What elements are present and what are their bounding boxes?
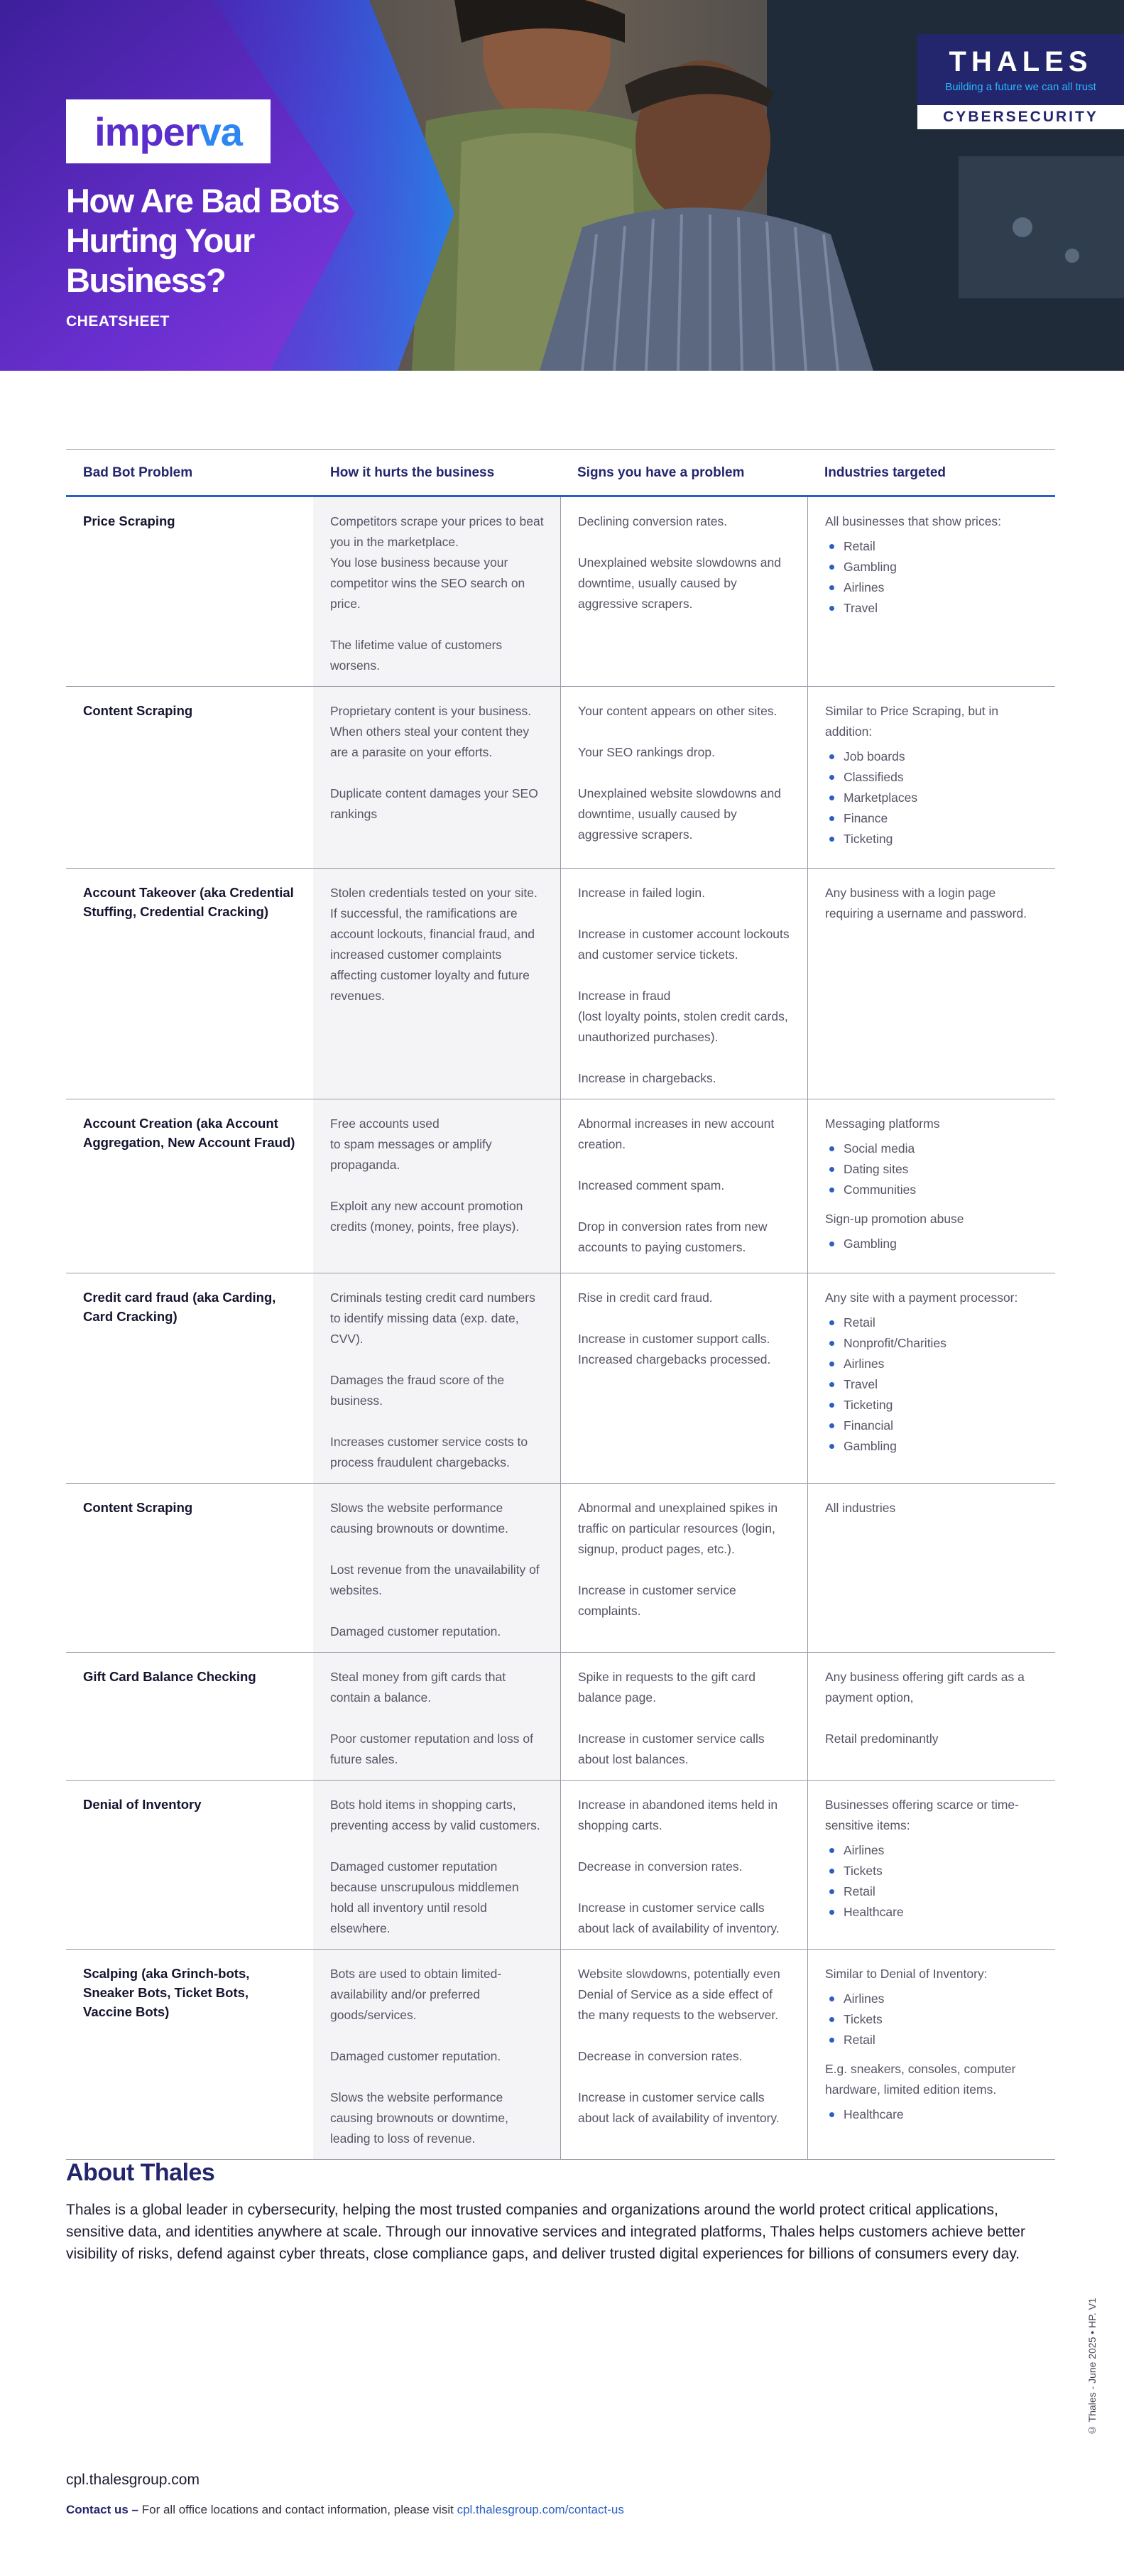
industries-cell	[807, 1273, 1055, 1483]
paragraph: Increase in abandoned items held in shopping carts.	[578, 1798, 778, 1832]
industry-item: Financial	[825, 1415, 1040, 1436]
thales-logo	[917, 34, 1124, 129]
signs-cell	[560, 1099, 807, 1273]
paragraph: Your SEO rankings drop.	[578, 745, 715, 759]
hero-banner	[0, 0, 1124, 371]
table-row	[66, 497, 1055, 687]
industry-item: Retail	[825, 1881, 1040, 1902]
logo-accent-text: va	[199, 109, 242, 154]
paragraph: Lost revenue from the unavailability of websites.	[330, 1563, 540, 1597]
paragraph: Website slowdowns, potentially even Denial of Service as a side effect of the many requests to the webserver.	[578, 1967, 780, 2022]
paragraph: Stolen credentials tested on your site. If successful, the ramifications are account lockouts, financial fraud, and increased customer complaints affecting customer loyalty and future revenues.	[330, 886, 538, 1003]
hurts-cell	[313, 869, 560, 1099]
industry-intro: Messaging platforms	[825, 1116, 940, 1131]
industry-intro: Similar to Price Scraping, but in addition:	[825, 704, 999, 739]
industry-item: Marketplaces	[825, 788, 1040, 808]
industry-list	[825, 1234, 1040, 1254]
tagline-rest: we can all trust	[1022, 81, 1096, 93]
paragraph: Damaged customer reputation.	[330, 2049, 501, 2063]
signs-cell	[560, 1950, 807, 2159]
industry-item: Job boards	[825, 746, 1040, 767]
paragraph: Free accounts used to spam messages or amplify propaganda.	[330, 1116, 492, 1172]
hurts-cell	[313, 687, 560, 868]
industry-list	[825, 1989, 1040, 2050]
industry-intro: Similar to Denial of Inventory:	[825, 1967, 988, 1981]
problem-cell: Scalping (aka Grinch-bots, Sneaker Bots, Ticket Bots, Vaccine Bots)	[83, 1966, 250, 2019]
signs-cell	[560, 497, 807, 686]
industries-cell	[807, 687, 1055, 868]
paragraph: Increase in customer service calls about lost balances.	[578, 1732, 765, 1766]
industry-intro: Sign-up promotion abuse	[825, 1212, 964, 1226]
problem-cell: Account Creation (aka Account Aggregation, New Account Fraud)	[83, 1116, 295, 1150]
table-row	[66, 1781, 1055, 1950]
hurts-cell	[313, 497, 560, 686]
contact-label: Contact us –	[66, 2503, 139, 2516]
hurts-cell	[313, 1653, 560, 1780]
bad-bot-table	[66, 449, 1055, 2160]
industry-item: Ticketing	[825, 1395, 1040, 1415]
industry-intro: Any site with a payment processor:	[825, 1290, 1018, 1305]
contact-link[interactable]: cpl.thalesgroup.com/contact-us	[457, 2503, 624, 2516]
signs-cell	[560, 1484, 807, 1652]
industry-list	[825, 746, 1040, 849]
paragraph: Bots are used to obtain limited-availability and/or preferred goods/services.	[330, 1967, 502, 2022]
paragraph: Increased comment spam.	[578, 1178, 725, 1192]
paragraph: Unexplained website slowdowns and downtime, usually caused by aggressive scrapers.	[578, 786, 782, 842]
hurts-cell	[313, 1273, 560, 1483]
paragraph: Increases customer service costs to process fraudulent chargebacks.	[330, 1435, 528, 1469]
industry-item: Social media	[825, 1138, 1040, 1159]
footer-url[interactable]: cpl.thalesgroup.com	[66, 2472, 200, 2488]
signs-cell	[560, 1653, 807, 1780]
thales-tagline	[945, 81, 1096, 93]
hurts-cell	[313, 1950, 560, 2159]
problem-cell: Price Scraping	[83, 513, 175, 528]
industry-item: Retail	[825, 536, 1040, 557]
industries-cell	[807, 1484, 1055, 1652]
table-row	[66, 687, 1055, 869]
industry-item: Airlines	[825, 1354, 1040, 1374]
header-bad-bot-problem: Bad Bot Problem	[83, 465, 193, 480]
industry-item: Dating sites	[825, 1159, 1040, 1180]
paragraph: Exploit any new account promotion credits (money, points, free plays).	[330, 1199, 523, 1234]
table-header	[66, 450, 1055, 497]
paragraph: Slows the website performance causing brownouts or downtime.	[330, 1501, 508, 1536]
industries-cell	[807, 1653, 1055, 1780]
industry-item: Airlines	[825, 1840, 1040, 1861]
industry-intro: All industries	[825, 1501, 896, 1515]
thales-logo-top	[917, 34, 1124, 105]
hurts-cell	[313, 1484, 560, 1652]
industries-cell	[807, 1781, 1055, 1949]
paragraph: Duplicate content damages your SEO rankings	[330, 786, 538, 821]
industry-list	[825, 1840, 1040, 1923]
industry-item: Healthcare	[825, 1902, 1040, 1923]
industry-list	[825, 1313, 1040, 1457]
table-row	[66, 1273, 1055, 1484]
page-title: How Are Bad Bots Hurting Your Business?	[66, 182, 339, 299]
thales-division: CYBERSECURITY	[917, 105, 1124, 129]
industry-item: Ticketing	[825, 829, 1040, 849]
industry-list	[825, 536, 1040, 619]
industry-intro: Any business with a login page requiring a username and password.	[825, 886, 1027, 920]
problem-cell: Denial of Inventory	[83, 1797, 202, 1812]
industry-item: Healthcare	[825, 2104, 1040, 2125]
industry-intro: All businesses that show prices:	[825, 514, 1002, 528]
signs-cell	[560, 1273, 807, 1483]
paragraph: The lifetime value of customers worsens.	[330, 638, 503, 673]
about-text: Thales is a global leader in cybersecurity, helping the most trusted companies and organizations around the world protect critical applications, sensitive data, and identities anywhere at scale. Through our innovative services and integrated platforms, Thales helps customers achieve better visibility of risks, defend against cyber threats, close compliance gaps, and deliver trusted digital experiences for billions of consumers every day.	[66, 2202, 1025, 2262]
table-row	[66, 1653, 1055, 1781]
industry-item: Travel	[825, 1374, 1040, 1395]
hurts-cell	[313, 1099, 560, 1273]
footer-contact	[66, 2503, 624, 2517]
industry-intro: Retail predominantly	[825, 1732, 939, 1746]
industry-item: Airlines	[825, 577, 1040, 598]
table-body	[66, 497, 1055, 2160]
paragraph: Competitors scrape your prices to beat you in the marketplace. You lose business because your competitor wins the SEO search on price.	[330, 514, 544, 611]
industry-item: Gambling	[825, 1234, 1040, 1254]
header-how-it-hurts: How it hurts the business	[330, 465, 495, 480]
problem-cell: Gift Card Balance Checking	[83, 1669, 256, 1684]
industry-item: Tickets	[825, 1861, 1040, 1881]
paragraph: Damaged customer reputation because unscrupulous middlemen hold all inventory until resold elsewhere.	[330, 1859, 519, 1935]
paragraph: Decrease in conversion rates.	[578, 2049, 743, 2063]
paragraph: Slows the website performance causing brownouts or downtime, leading to loss of revenue.	[330, 2090, 508, 2146]
paragraph: Increase in customer service calls about lack of availability of inventory.	[578, 1901, 780, 1935]
table-row	[66, 1950, 1055, 2160]
industry-item: Classifieds	[825, 767, 1040, 788]
paragraph: Rise in credit card fraud.	[578, 1290, 713, 1305]
paragraph: Abnormal and unexplained spikes in traffic on particular resources (login, signup, product pages, etc.).	[578, 1501, 778, 1556]
paragraph: Increase in customer support calls. Increased chargebacks processed.	[578, 1332, 771, 1366]
hurts-cell	[313, 1781, 560, 1949]
paragraph: Damaged customer reputation.	[330, 1624, 501, 1638]
paragraph: Increase in customer service calls about lack of availability of inventory.	[578, 2090, 780, 2125]
imperva-logo	[66, 99, 271, 163]
page-subtitle: CHEATSHEET	[66, 313, 170, 330]
signs-cell	[560, 869, 807, 1099]
table-row	[66, 1099, 1055, 1273]
copyright-note: © Thales - June 2025 • HP. V1	[1086, 2298, 1098, 2436]
industry-list	[825, 2104, 1040, 2125]
paragraph: Your content appears on other sites.	[578, 704, 777, 718]
about-title: About Thales	[66, 2159, 215, 2186]
industry-list	[825, 1138, 1040, 1200]
industry-item: Retail	[825, 2030, 1040, 2050]
industry-item: Communities	[825, 1180, 1040, 1200]
table-row	[66, 869, 1055, 1099]
industries-cell	[807, 1099, 1055, 1273]
header-industries: Industries targeted	[824, 465, 946, 480]
paragraph: Drop in conversion rates from new accounts to paying customers.	[578, 1219, 768, 1254]
paragraph: Steal money from gift cards that contain a balance.	[330, 1670, 506, 1705]
header-signs: Signs you have a problem	[577, 465, 745, 480]
signs-cell	[560, 687, 807, 868]
paragraph: Increase in customer service complaints.	[578, 1583, 736, 1618]
paragraph: Declining conversion rates.	[578, 514, 728, 528]
industry-item: Gambling	[825, 557, 1040, 577]
signs-cell	[560, 1781, 807, 1949]
industries-cell	[807, 869, 1055, 1099]
paragraph: Decrease in conversion rates.	[578, 1859, 743, 1874]
industry-intro: Businesses offering scarce or time-sensitive items:	[825, 1798, 1019, 1832]
industry-item: Tickets	[825, 2009, 1040, 2030]
paragraph: Increase in failed login.	[578, 886, 705, 900]
paragraph: Unexplained website slowdowns and downtime, usually caused by aggressive scrapers.	[578, 555, 782, 611]
paragraph: Poor customer reputation and loss of future sales.	[330, 1732, 533, 1766]
paragraph: Increase in chargebacks.	[578, 1071, 716, 1085]
industry-item: Finance	[825, 808, 1040, 829]
problem-cell: Content Scraping	[83, 1500, 193, 1515]
industry-intro: E.g. sneakers, consoles, computer hardware, limited edition items.	[825, 2062, 1016, 2097]
thales-wordmark: THALES	[949, 46, 1093, 77]
industries-cell	[807, 1950, 1055, 2159]
industry-item: Travel	[825, 598, 1040, 619]
tagline-accent: Building a future	[945, 81, 1022, 93]
industry-item: Airlines	[825, 1989, 1040, 2009]
industry-intro: Any business offering gift cards as a payment option,	[825, 1670, 1025, 1705]
industries-cell	[807, 497, 1055, 686]
paragraph: Damages the fraud score of the business.	[330, 1373, 505, 1408]
contact-text: For all office locations and contact information, please visit	[138, 2503, 457, 2516]
logo-main-text: imper	[94, 109, 200, 154]
paragraph: Abnormal increases in new account creation.	[578, 1116, 775, 1151]
paragraph: Proprietary content is your business. When others steal your content they are a parasite on your efforts.	[330, 704, 532, 759]
paragraph: Increase in customer account lockouts and customer service tickets.	[578, 927, 790, 962]
paragraph: Bots hold items in shopping carts, preventing access by valid customers.	[330, 1798, 540, 1832]
industry-item: Nonprofit/Charities	[825, 1333, 1040, 1354]
problem-cell: Credit card fraud (aka Carding, Card Cracking)	[83, 1290, 276, 1324]
problem-cell: Content Scraping	[83, 703, 193, 718]
paragraph: Criminals testing credit card numbers to identify missing data (exp. date, CVV).	[330, 1290, 535, 1346]
imperva-logo-text	[94, 109, 242, 155]
paragraph: Spike in requests to the gift card balance page.	[578, 1670, 755, 1705]
industry-item: Retail	[825, 1313, 1040, 1333]
industry-item: Gambling	[825, 1436, 1040, 1457]
table-row	[66, 1484, 1055, 1653]
paragraph: Increase in fraud (lost loyalty points, stolen credit cards, unauthorized purchases).	[578, 989, 788, 1044]
problem-cell: Account Takeover (aka Credential Stuffing, Credential Cracking)	[83, 885, 294, 919]
